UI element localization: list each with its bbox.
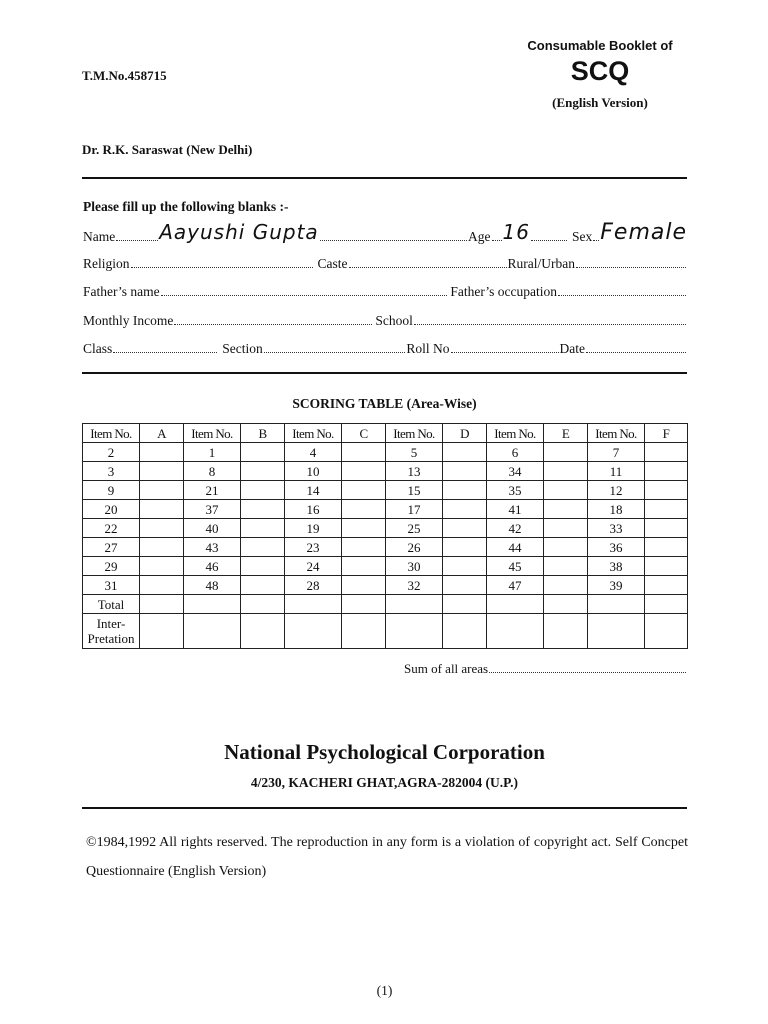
copyright-notice: ©1984,1992 All rights reserved. The reproduction in any form is a violation of copyright act. Self Concpet Questionnaire (English Version) — [86, 835, 688, 879]
age-label: Age — [468, 229, 491, 244]
table-cell — [386, 614, 443, 649]
item-number-cell: 9 — [83, 481, 140, 500]
father-occupation-label: Father’s occupation — [450, 284, 557, 299]
score-cell[interactable] — [342, 557, 386, 576]
table-row — [83, 462, 688, 481]
table-row — [83, 500, 688, 519]
item-number-cell: 34 — [487, 462, 544, 481]
score-cell[interactable] — [645, 500, 688, 519]
item-number-cell: 30 — [386, 557, 443, 576]
column-header: Item No. — [184, 424, 241, 443]
score-cell[interactable] — [645, 557, 688, 576]
score-cell[interactable] — [645, 614, 688, 649]
score-cell[interactable] — [443, 576, 487, 595]
score-cell[interactable] — [342, 576, 386, 595]
score-cell[interactable] — [140, 595, 184, 614]
column-header: Item No. — [487, 424, 544, 443]
column-header: C — [342, 424, 386, 443]
score-cell[interactable] — [443, 614, 487, 649]
column-header: B — [241, 424, 285, 443]
score-cell[interactable] — [241, 462, 285, 481]
father-occupation-field[interactable] — [558, 285, 686, 296]
roll-no-label: Roll No — [406, 341, 450, 356]
table-row — [83, 443, 688, 462]
caste-field[interactable] — [349, 257, 507, 268]
item-number-cell: 44 — [487, 538, 544, 557]
score-cell[interactable] — [241, 443, 285, 462]
caste-label: Caste — [317, 256, 348, 271]
school-label: School — [375, 313, 413, 328]
item-number-cell: 12 — [588, 481, 645, 500]
rural-urban-label: Rural/Urban — [507, 256, 575, 271]
father-name-label: Father’s name — [83, 284, 160, 299]
version-label: (English Version) — [552, 95, 648, 110]
table-cell — [588, 595, 645, 614]
table-row — [83, 557, 688, 576]
column-header: A — [140, 424, 184, 443]
score-cell[interactable] — [443, 443, 487, 462]
item-number-cell: 47 — [487, 576, 544, 595]
score-cell[interactable] — [544, 500, 588, 519]
score-cell[interactable] — [443, 557, 487, 576]
roll-no-field[interactable] — [451, 342, 559, 353]
item-number-cell: 29 — [83, 557, 140, 576]
interpretation-row — [83, 614, 688, 649]
item-number-cell: 11 — [588, 462, 645, 481]
score-cell[interactable] — [443, 462, 487, 481]
item-number-cell: 8 — [184, 462, 241, 481]
item-number-cell: 32 — [386, 576, 443, 595]
school-field[interactable] — [414, 314, 686, 325]
table-cell — [487, 614, 544, 649]
table-cell — [184, 614, 241, 649]
item-number-cell: 41 — [487, 500, 544, 519]
score-cell[interactable] — [241, 500, 285, 519]
item-number-cell: 23 — [285, 538, 342, 557]
divider-bottom — [82, 807, 687, 809]
sum-label: Sum of all areas — [404, 661, 489, 676]
score-cell[interactable] — [342, 462, 386, 481]
item-number-cell: 16 — [285, 500, 342, 519]
sex-label: Sex — [572, 229, 593, 244]
score-cell[interactable] — [645, 443, 688, 462]
divider-form — [82, 372, 687, 374]
item-number-cell: 22 — [83, 519, 140, 538]
item-number-cell: 6 — [487, 443, 544, 462]
item-number-cell: 5 — [386, 443, 443, 462]
item-number-cell: 25 — [386, 519, 443, 538]
score-cell[interactable] — [544, 557, 588, 576]
form-row-income — [83, 313, 687, 329]
item-number-cell: 14 — [285, 481, 342, 500]
score-cell[interactable] — [443, 481, 487, 500]
interpretation-label: Inter- Pretation — [83, 614, 140, 649]
score-cell[interactable] — [544, 519, 588, 538]
score-cell[interactable] — [241, 538, 285, 557]
item-number-cell: 37 — [184, 500, 241, 519]
score-cell[interactable] — [544, 576, 588, 595]
score-cell[interactable] — [544, 595, 588, 614]
class-label: Class — [83, 341, 113, 356]
table-cell — [386, 595, 443, 614]
score-cell[interactable] — [645, 519, 688, 538]
name-field[interactable]: Aayushi Gupta — [159, 220, 319, 244]
item-number-cell: 33 — [588, 519, 645, 538]
column-header: D — [443, 424, 487, 443]
score-cell[interactable] — [645, 481, 688, 500]
score-cell[interactable] — [241, 557, 285, 576]
score-cell[interactable] — [645, 595, 688, 614]
total-row — [83, 595, 688, 614]
item-number-cell: 17 — [386, 500, 443, 519]
date-label: Date — [559, 341, 585, 356]
trademark-number: T.M.No.458715 — [82, 68, 167, 83]
table-row — [83, 538, 688, 557]
publisher-name: National Psychological Corporation — [224, 740, 545, 764]
score-cell[interactable] — [140, 576, 184, 595]
table-cell — [588, 614, 645, 649]
name-label: Name — [83, 229, 116, 244]
item-number-cell: 13 — [386, 462, 443, 481]
item-number-cell: 40 — [184, 519, 241, 538]
column-header: Item No. — [83, 424, 140, 443]
sum-of-all-areas — [404, 661, 687, 677]
scoring-table-title: SCORING TABLE (Area-Wise) — [292, 396, 477, 411]
section-field[interactable] — [264, 342, 406, 353]
table-row — [83, 519, 688, 538]
item-number-cell: 19 — [285, 519, 342, 538]
score-cell[interactable] — [140, 614, 184, 649]
score-cell[interactable] — [241, 614, 285, 649]
table-cell — [285, 595, 342, 614]
item-number-cell: 10 — [285, 462, 342, 481]
score-cell[interactable] — [443, 519, 487, 538]
item-number-cell: 15 — [386, 481, 443, 500]
item-number-cell: 46 — [184, 557, 241, 576]
item-number-cell: 20 — [83, 500, 140, 519]
table-cell — [487, 595, 544, 614]
form-heading: Please fill up the following blanks :- — [83, 199, 289, 214]
score-cell[interactable] — [140, 462, 184, 481]
item-number-cell: 43 — [184, 538, 241, 557]
item-number-cell: 3 — [83, 462, 140, 481]
column-header: F — [645, 424, 688, 443]
sex-field[interactable]: Female — [600, 220, 687, 245]
sum-field[interactable] — [489, 662, 686, 673]
column-header: Item No. — [386, 424, 443, 443]
score-cell[interactable] — [241, 576, 285, 595]
item-number-cell: 4 — [285, 443, 342, 462]
score-cell[interactable] — [342, 519, 386, 538]
column-header: Item No. — [588, 424, 645, 443]
booklet-title: Consumable Booklet of — [527, 38, 673, 53]
score-cell[interactable] — [140, 500, 184, 519]
score-cell[interactable] — [443, 500, 487, 519]
score-cell[interactable] — [140, 481, 184, 500]
item-number-cell: 42 — [487, 519, 544, 538]
table-header-row — [83, 424, 688, 443]
score-cell[interactable] — [342, 500, 386, 519]
item-number-cell: 35 — [487, 481, 544, 500]
item-number-cell: 36 — [588, 538, 645, 557]
table-row — [83, 576, 688, 595]
score-cell[interactable] — [342, 481, 386, 500]
score-cell[interactable] — [645, 462, 688, 481]
author-name: Dr. R.K. Saraswat (New Delhi) — [82, 142, 253, 157]
score-cell[interactable] — [140, 443, 184, 462]
item-number-cell: 1 — [184, 443, 241, 462]
rural-urban-field[interactable] — [576, 257, 686, 268]
table-cell — [285, 614, 342, 649]
score-cell[interactable] — [140, 519, 184, 538]
table-cell — [184, 595, 241, 614]
form-row-name — [83, 222, 687, 247]
score-cell[interactable] — [241, 519, 285, 538]
form-row-father — [83, 284, 687, 300]
score-cell[interactable] — [544, 538, 588, 557]
score-cell[interactable] — [342, 538, 386, 557]
column-header: Item No. — [285, 424, 342, 443]
section-label: Section — [222, 341, 263, 356]
monthly-income-field[interactable] — [174, 314, 372, 325]
item-number-cell: 31 — [83, 576, 140, 595]
table-row — [83, 481, 688, 500]
item-number-cell: 39 — [588, 576, 645, 595]
column-header: E — [544, 424, 588, 443]
item-number-cell: 27 — [83, 538, 140, 557]
score-cell[interactable] — [443, 538, 487, 557]
religion-label: Religion — [83, 256, 130, 271]
item-number-cell: 7 — [588, 443, 645, 462]
score-cell[interactable] — [544, 614, 588, 649]
publisher-address: 4/230, KACHERI GHAT,AGRA-282004 (U.P.) — [250, 775, 519, 790]
item-number-cell: 21 — [184, 481, 241, 500]
total-label: Total — [83, 595, 140, 614]
score-cell[interactable] — [544, 481, 588, 500]
score-cell[interactable] — [443, 595, 487, 614]
score-cell[interactable] — [241, 595, 285, 614]
score-cell[interactable] — [645, 538, 688, 557]
divider-top — [82, 177, 687, 179]
item-number-cell: 28 — [285, 576, 342, 595]
score-cell[interactable] — [342, 443, 386, 462]
product-title: SCQ — [570, 56, 630, 86]
score-cell[interactable] — [140, 557, 184, 576]
item-number-cell: 2 — [83, 443, 140, 462]
father-name-field[interactable] — [161, 285, 448, 296]
form-row-class — [83, 341, 687, 357]
score-cell[interactable] — [342, 614, 386, 649]
date-field[interactable] — [586, 342, 686, 353]
score-cell[interactable] — [342, 595, 386, 614]
class-field[interactable] — [113, 342, 217, 353]
item-number-cell: 18 — [588, 500, 645, 519]
form-row-religion — [83, 256, 687, 272]
scoring-table — [82, 423, 688, 649]
score-cell[interactable] — [544, 462, 588, 481]
page-number: (1) — [376, 983, 393, 998]
item-number-cell: 24 — [285, 557, 342, 576]
religion-field[interactable] — [131, 257, 313, 268]
age-field[interactable]: 16 — [502, 220, 530, 244]
item-number-cell: 45 — [487, 557, 544, 576]
score-cell[interactable] — [140, 538, 184, 557]
score-cell[interactable] — [544, 443, 588, 462]
score-cell[interactable] — [645, 576, 688, 595]
score-cell[interactable] — [241, 481, 285, 500]
item-number-cell: 38 — [588, 557, 645, 576]
monthly-income-label: Monthly Income — [83, 313, 174, 328]
item-number-cell: 26 — [386, 538, 443, 557]
item-number-cell: 48 — [184, 576, 241, 595]
